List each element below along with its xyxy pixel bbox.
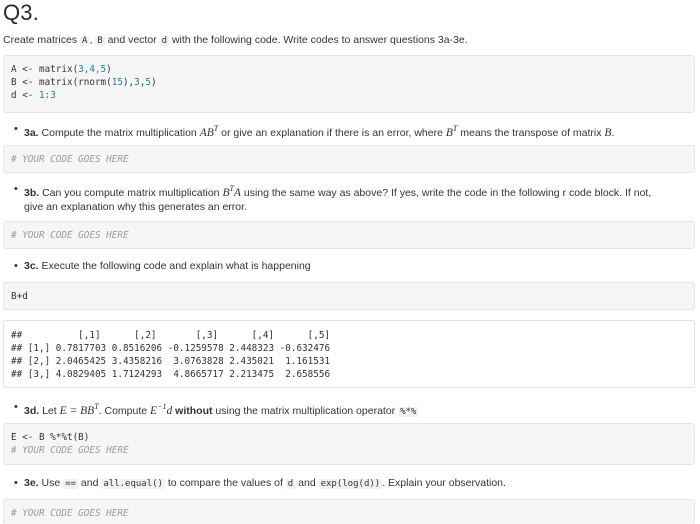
code-text: d <- bbox=[11, 90, 39, 101]
code-comment: # YOUR CODE GOES HERE bbox=[11, 445, 129, 456]
code-number: 15 bbox=[111, 77, 123, 88]
output-row: ## [2,] 2.0465425 3.4358216 3.0763828 2.435021 1.161531 bbox=[11, 356, 331, 367]
code-text: ) bbox=[150, 77, 157, 88]
q3c-text: Execute the following code and explain what is happening bbox=[41, 260, 311, 272]
code-text: , bbox=[139, 77, 146, 88]
math-sup: −1 bbox=[157, 402, 167, 411]
code-number: 3 bbox=[134, 77, 140, 88]
q3d-text: . Compute bbox=[98, 404, 148, 417]
math-sup: T bbox=[452, 124, 458, 133]
q3b-text: using the same way as above? If yes, write the code in the following r code block. If not, bbox=[243, 186, 652, 199]
question-3e bbox=[24, 476, 689, 491]
intro-and-vector: and vector bbox=[107, 34, 157, 46]
answer-block-3d[interactable] bbox=[3, 423, 695, 465]
intro-post: with the following code. Write codes to answer questions 3a-3e. bbox=[171, 34, 468, 46]
math-ab bbox=[199, 124, 219, 139]
q3e-label: 3e. bbox=[24, 477, 39, 489]
code-text: B <- matrix(rnorm( bbox=[11, 77, 112, 88]
q3d-text: using the matrix multiplication operator bbox=[215, 404, 396, 417]
math-base: A bbox=[233, 186, 241, 199]
question-3b bbox=[24, 182, 689, 214]
inline-code-op: %*% bbox=[400, 406, 417, 417]
inline-code-d: d bbox=[287, 479, 294, 489]
math-b: B bbox=[604, 126, 612, 139]
inline-code-d: d bbox=[161, 36, 168, 46]
q3a-period: . bbox=[611, 126, 615, 139]
q3d-bold: without bbox=[175, 404, 213, 417]
question-3a bbox=[24, 122, 689, 140]
q3e-text: and bbox=[80, 477, 99, 489]
q3d-label: 3d. bbox=[24, 404, 40, 417]
q3b-text: Can you compute matrix multiplication bbox=[42, 186, 220, 199]
inline-code-eq: == bbox=[65, 479, 76, 489]
q3e-text: to compare the values of bbox=[167, 477, 283, 489]
intro-comma: , bbox=[89, 34, 93, 46]
intro-text bbox=[3, 34, 468, 46]
math-sup: T bbox=[94, 402, 99, 411]
output-header: ## [,1] [,2] [,3] [,4] [,5] bbox=[11, 330, 331, 341]
output-row: ## [3,] 4.0829405 1.7124293 4.8665717 2.213475 2.658556 bbox=[11, 369, 331, 380]
q3e-text: and bbox=[298, 477, 316, 489]
q3a-label: 3a. bbox=[24, 126, 39, 139]
output-block bbox=[3, 320, 695, 388]
q3b-text-line2: give an explanation why this generates an error. bbox=[24, 200, 247, 213]
math-einv-d bbox=[150, 402, 173, 417]
inline-code-allequal: all.equal() bbox=[103, 479, 163, 489]
setup-code-block bbox=[3, 55, 695, 113]
answer-block-3b[interactable] bbox=[3, 221, 695, 249]
code-comment: # YOUR CODE GOES HERE bbox=[11, 154, 129, 165]
question-3d bbox=[24, 400, 689, 419]
q3c-label: 3c. bbox=[24, 260, 39, 272]
math-sup: T bbox=[229, 184, 234, 193]
q3a-text: or give an explanation if there is an error, where bbox=[221, 126, 443, 139]
code-number: 3,4,5 bbox=[78, 64, 107, 75]
math-base: B bbox=[222, 186, 230, 199]
math-bt bbox=[445, 124, 458, 139]
math-base: E bbox=[150, 404, 158, 417]
q3a-text: means the transpose of matrix bbox=[460, 126, 602, 139]
math-base: AB bbox=[199, 126, 214, 139]
answer-block-3a[interactable] bbox=[3, 145, 695, 173]
code-text: A <- matrix( bbox=[11, 64, 79, 75]
inline-code-b: B bbox=[97, 36, 103, 46]
code-number: 5 bbox=[145, 77, 151, 88]
code-comment: # YOUR CODE GOES HERE bbox=[11, 508, 129, 519]
math-bta bbox=[222, 184, 241, 199]
q3d-text: Let bbox=[42, 404, 57, 417]
code-text: E <- B %*%t(B) bbox=[11, 432, 90, 443]
q3b-label: 3b. bbox=[24, 186, 40, 199]
code-comment: # YOUR CODE GOES HERE bbox=[11, 230, 129, 241]
math-base: B bbox=[445, 126, 453, 139]
code-text: B+d bbox=[11, 291, 28, 302]
question-3c bbox=[24, 259, 689, 273]
code-number: 1:3 bbox=[39, 90, 56, 101]
math-base: d bbox=[166, 404, 173, 417]
math-e-def bbox=[59, 402, 99, 417]
q3e-text: . Explain your observation. bbox=[382, 477, 506, 489]
answer-block-3e[interactable] bbox=[3, 499, 695, 524]
q3e-text: Use bbox=[41, 477, 61, 489]
code-text: ) bbox=[106, 64, 112, 75]
intro-pre: Create matrices bbox=[3, 34, 78, 46]
inline-code-explog: exp(log(d)) bbox=[320, 479, 381, 489]
q3a-text: Compute the matrix multiplication bbox=[41, 126, 197, 139]
page-title: Q3. bbox=[3, 0, 40, 25]
inline-code-a: A bbox=[82, 36, 88, 46]
math-base: E = BB bbox=[59, 404, 95, 417]
output-row: ## [1,] 0.7817703 0.8516206 -0.1259578 2.448323 -0.632476 bbox=[11, 343, 331, 354]
code-block-3c bbox=[3, 282, 695, 310]
math-sup: T bbox=[213, 124, 219, 133]
code-text: ), bbox=[122, 77, 135, 88]
